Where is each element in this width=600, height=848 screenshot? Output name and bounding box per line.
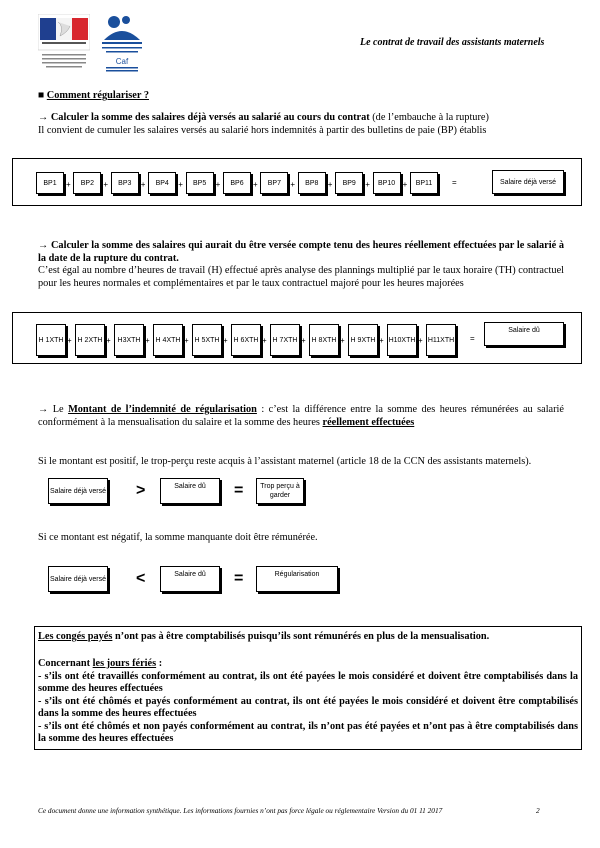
bp-box: BP 4 (148, 172, 176, 194)
bp-result-box: Salaire déjà versé (492, 170, 564, 194)
eq1-salaire-verse-box: Salaire déjà versé (48, 478, 108, 504)
h-box: H10 X TH (387, 324, 417, 356)
positive-text: Si le montant est positif, le trop-perçu reste acquis à l’assistant maternel (article 18 de la CCN des assistants maternels). (38, 456, 532, 467)
negative-text: Si ce montant est négatif, la somme manquante doit être rémunérée. (38, 532, 318, 543)
bp-box: BP 11 (410, 172, 438, 194)
plus-sign: + (184, 336, 189, 345)
plus-sign: + (66, 180, 71, 189)
plus-sign: + (365, 180, 370, 189)
plus-sign: + (223, 336, 228, 345)
plus-sign: + (262, 336, 267, 345)
page-number: 2 (536, 806, 540, 815)
plus-sign: + (140, 180, 146, 189)
h-box: H 6 X TH (231, 324, 261, 356)
plus-sign: + (340, 336, 345, 345)
bp-box: BP 8 (298, 172, 326, 194)
eq1-greater-sign: > (136, 482, 146, 499)
eq2-regularisation-box: Régularisation (256, 566, 338, 592)
step2-text: → Calculer la somme des salaires qui aurait du être versée compte tenu des heures réellement effectuées par le salarié à la date de la rupture du contrat. C’est égal au nombre d’heures de travail (H) effectué après analyse des plannings multiplié par le taux horaire (TH) contractuel pour les heures normales et complémentaires et par le taux contractuel majoré pour les heures majorées (38, 240, 564, 289)
bp-box: BP 10 (373, 172, 401, 194)
plus-sign: + (379, 336, 384, 345)
plus-sign: + (290, 180, 296, 189)
plus-sign: + (402, 180, 408, 189)
ministry-logo (38, 14, 90, 72)
footer-disclaimer: Ce document donne une information synthétique. Les informations fournies n’ont pas force légale ou réglementaire Version du 01 11 2017 (38, 806, 443, 815)
header-title: Le contrat de travail des assistants maternels (360, 37, 545, 48)
feries-item: - s’ils ont été chômés et payés conformément au contrat, ils ont été payées le mois considéré et doivent être comptabilisés dans la somme des heures effectuées (38, 695, 578, 719)
plus-sign: + (418, 336, 423, 345)
svg-text:Caf: Caf (115, 57, 129, 66)
step3-text: → Le Montant de l’indemnité de régularisation : c’est la différence entre la somme des heures rémunérées au salarié conformément à la mensualisation du salaire et la somme des heures réellement effectuées (38, 404, 564, 428)
bp-box: BP 1 (36, 172, 64, 194)
plus-sign: + (178, 180, 183, 189)
plus-sign: + (327, 180, 333, 189)
equals-sign: = (452, 178, 457, 187)
section-title: ■ Comment régulariser ? (38, 90, 149, 101)
h-box: H11 X TH (426, 324, 456, 356)
bp-box: BP 9 (335, 172, 363, 194)
bp-box: BP 5 (186, 172, 214, 194)
plus-sign: + (103, 180, 109, 189)
plus-sign: + (301, 336, 306, 345)
bp-box: BP 6 (223, 172, 251, 194)
equals-sign: = (470, 334, 475, 343)
h-box: H3 X TH (114, 324, 144, 356)
h-box: H 7 X TH (270, 324, 300, 356)
h-box: H 9 X TH (348, 324, 378, 356)
h-box: H 4 X TH (153, 324, 183, 356)
eq2-salaire-verse-box: Salaire déjà versé (48, 566, 108, 592)
feries-item: - s’ils ont été travaillés conformément au contrat, ils ont été payées le mois considéré et doivent être comptabilisés dans la somme des heures effectuées (38, 670, 578, 694)
plus-sign: + (253, 180, 258, 189)
feries-item: - s’ils ont été chômés et non payés conformément au contrat, ils n’ont pas été payées et n’ont pas à être comptabilisés dans la somme des heures effectuées (38, 720, 578, 744)
eq1-equals-sign: = (234, 482, 244, 499)
bp-box: BP 7 (260, 172, 288, 194)
caf-logo (96, 12, 148, 74)
h-box: H 1 X TH (36, 324, 66, 356)
eq2-less-sign: < (136, 570, 146, 587)
eq2-equals-sign: = (234, 570, 244, 587)
h-box: H 5 X TH (192, 324, 222, 356)
plus-sign: + (67, 336, 72, 345)
feries-text: Concernant les jours fériés : - s’ils ont été travaillés conformément au contrat, ils ont été payées le mois considéré et doivent être comptabilisés dans la somme des heures effectuées - s’ils ont été chômés et payés conformément au contrat, ils ont été payées le mois considéré et doivent être comptabilisés dans la somme des heures effectuées - s’ils ont été chômés et non payés conformément au contrat, ils n’ont pas été payées et n’ont pas à être comptabilisés dans la somme des heures effectuées (38, 658, 578, 744)
step1-text: → Calculer la somme des salaires déjà versés au salarié au cours du contrat (de l’embauche à la rupture) Il convient de cumuler les salaires versés au salarié hors indemnités à partir des bulletins de paie (BP) établis (38, 112, 489, 136)
h-box: H 2 X TH (75, 324, 105, 356)
bp-box: BP 3 (111, 172, 139, 194)
plus-sign: + (145, 336, 150, 345)
plus-sign: + (106, 336, 111, 345)
eq1-trop-percu-box: Trop perçu à garder (256, 478, 304, 504)
conges-text: Les congés payés n’ont pas à être comptabilisés puisqu’ils sont rémunérés en plus de la mensualisation. (38, 631, 490, 642)
h-result-box: Salaire dû (484, 322, 564, 346)
eq2-salaire-du-box: Salaire dû (160, 566, 220, 592)
eq1-salaire-du-box: Salaire dû (160, 478, 220, 504)
bp-box: BP 2 (73, 172, 101, 194)
plus-sign: + (215, 180, 221, 189)
h-box: H 8 X TH (309, 324, 339, 356)
